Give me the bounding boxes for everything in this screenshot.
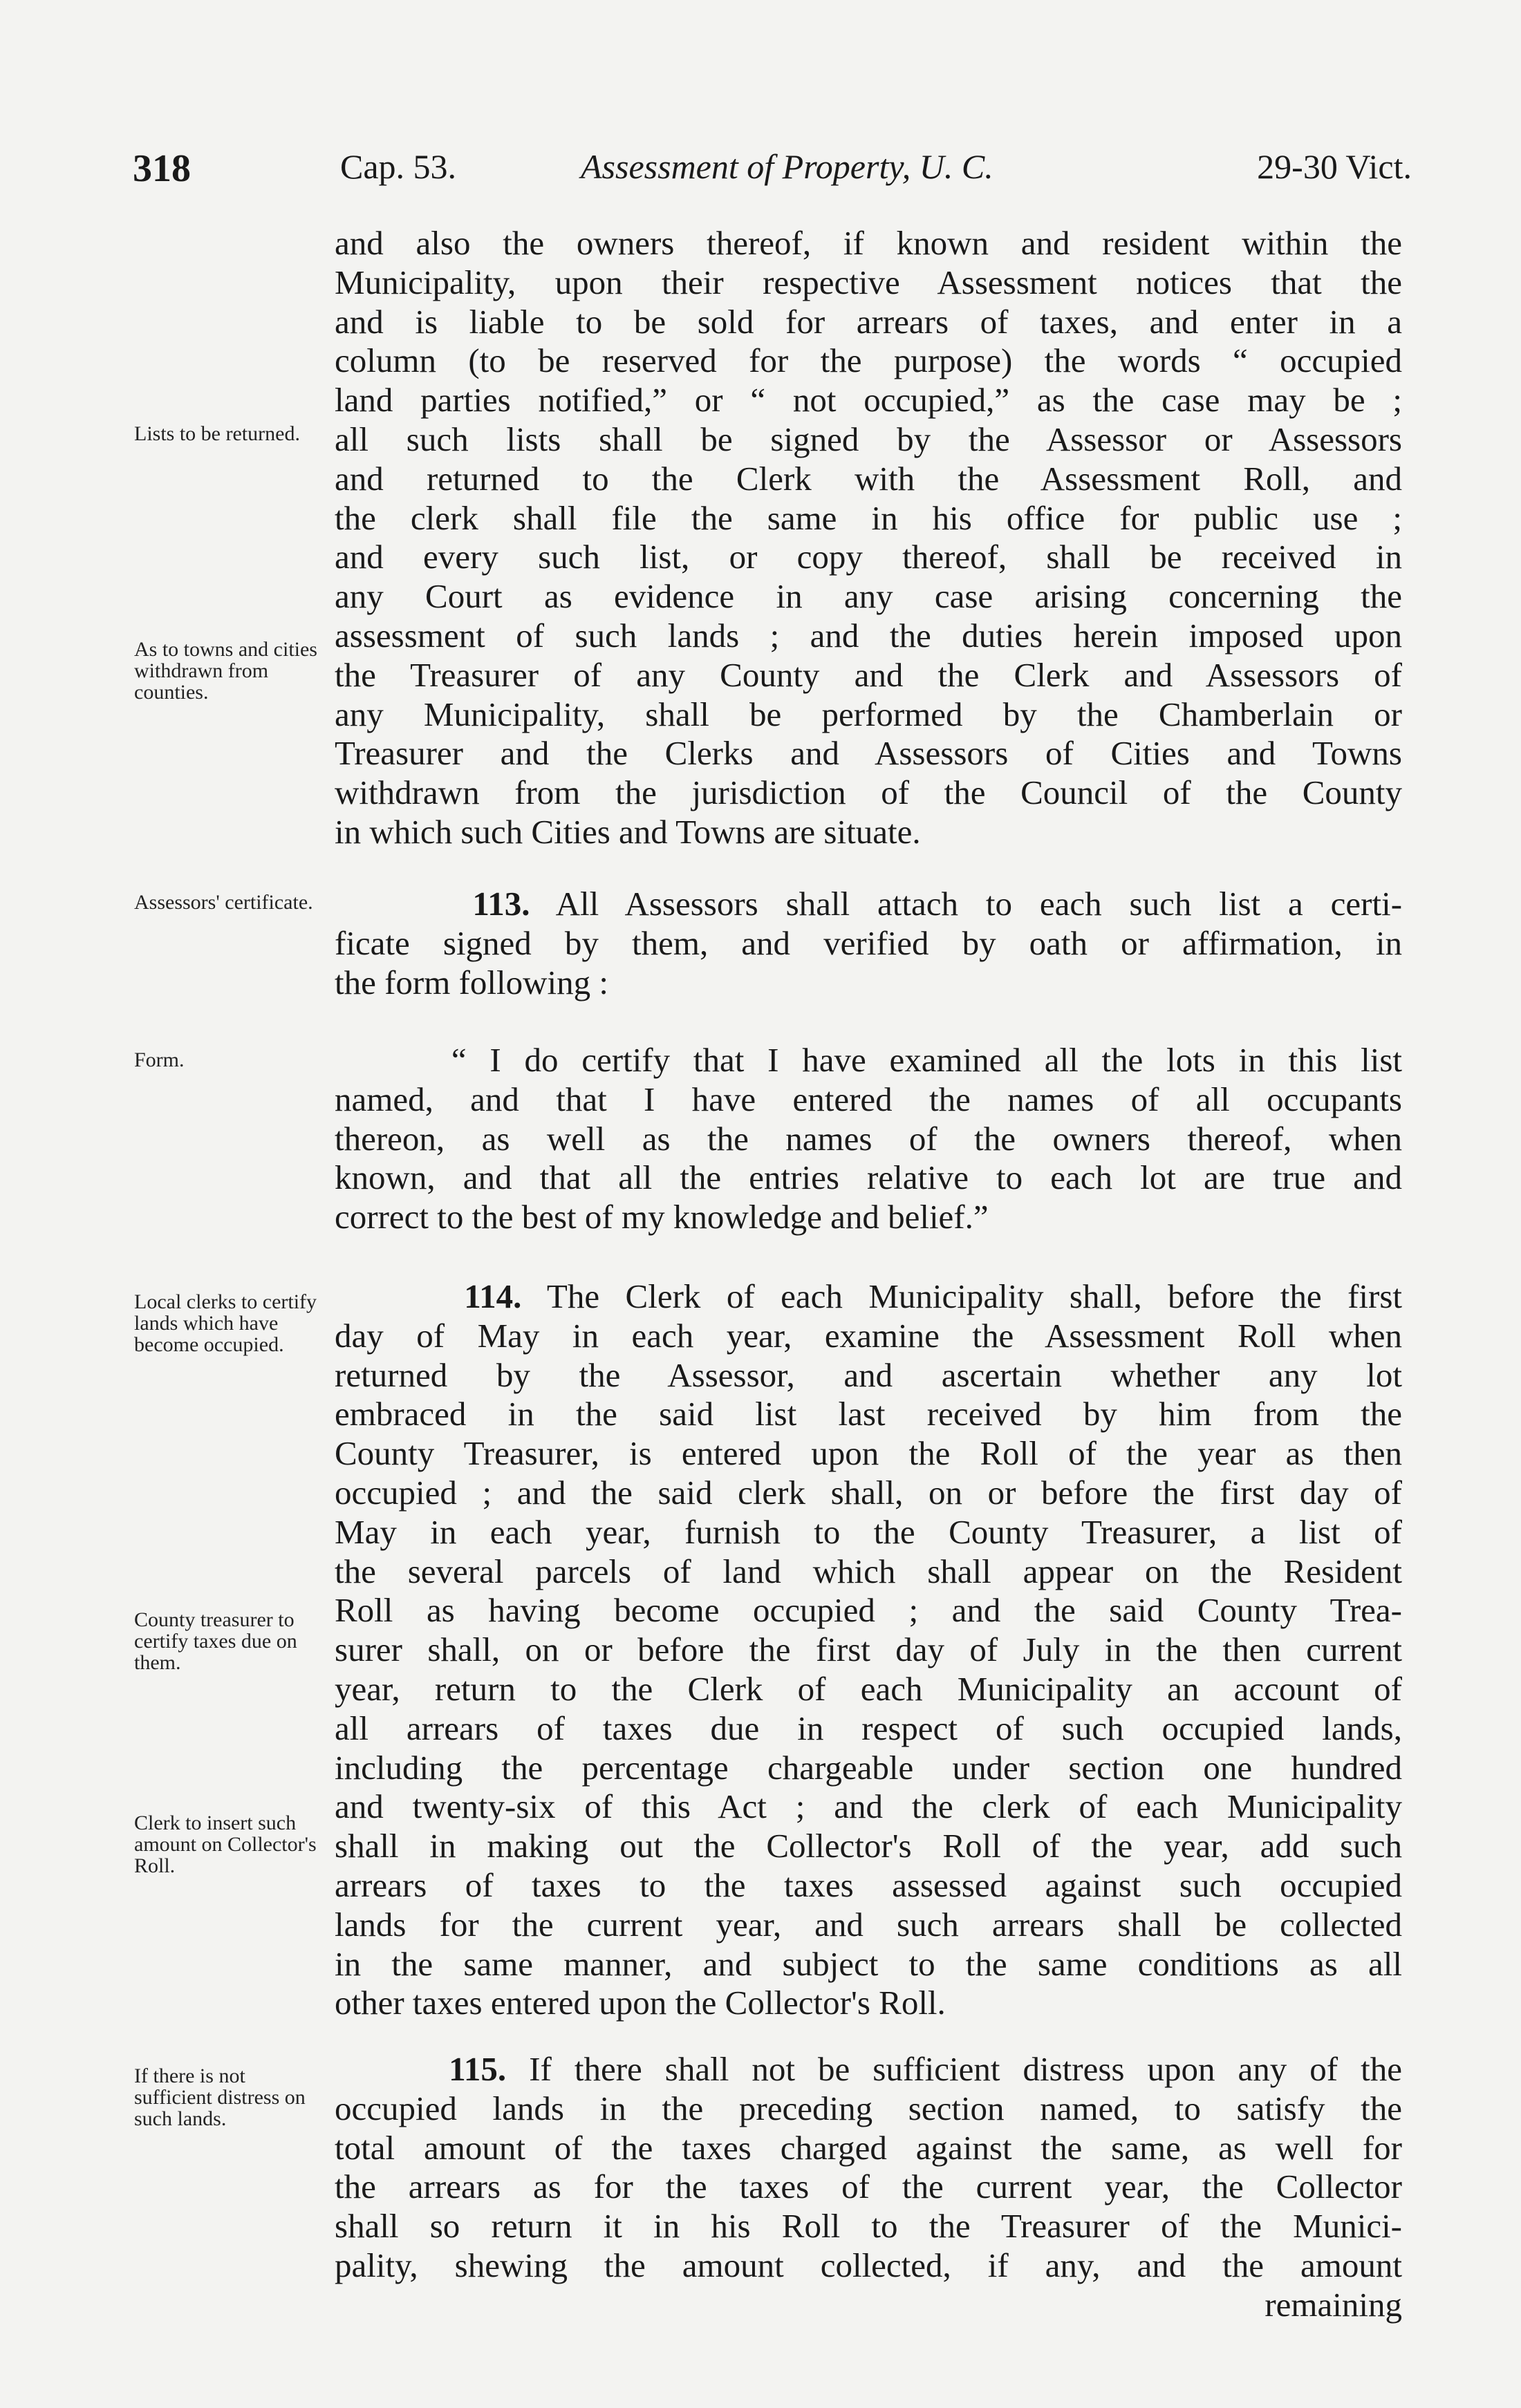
section-number: 115. [449,2050,507,2088]
text-line: and twenty-six of this Act ; and the clerk of each Municipality [335,1787,1402,1826]
text-line: thereon, as well as the names of the owners thereof, when [335,1119,1402,1158]
text-line: and is liable to be sold for arrears of taxes, and enter in a [335,302,1402,341]
text-line: Roll as having become occupied ; and the said County Trea- [335,1591,1402,1630]
regnal-year: 29-30 Vict. [1257,147,1412,186]
paragraph-continued [335,224,1402,852]
text-line: County Treasurer, is entered upon the Roll of the year as then [335,1434,1402,1473]
margin-note-insufficient-distress: If there is not sufficient distress on such lands. [134,2064,306,2130]
margin-note-clerk-insert: Clerk to insert such amount on Collector's Roll. [134,1812,317,1877]
text-line: including the percentage chargeable under section one hundred [335,1748,1402,1787]
text-line: all arrears of taxes due in respect of such occupied lands, [335,1709,1402,1747]
text-line: in the same manner, and subject to the same conditions as all [335,1944,1402,1983]
text-line [335,885,1402,924]
text-fragment: The Clerk of each Municipality shall, before the first [521,1277,1403,1315]
text-line [335,1041,1402,1080]
text-line: and also the owners thereof, if known and resident within the [335,224,1402,262]
running-title: Assessment of Property, U. C. [581,147,993,186]
text-line [335,1277,1402,1317]
margin-note-assessors-certificate: Assessors' certificate. [134,891,313,914]
text-line: assessment of such lands ; and the duties herein imposed upon [335,616,1402,655]
text-fragment: If there shall not be sufficient distress upon any of the [506,2050,1402,2088]
running-header [133,147,1412,195]
text-line: year, return to the Clerk of each Municipality an account of [335,1669,1402,1708]
margin-note-towns-cities: As to towns and cities withdrawn from counties. [134,638,317,704]
certificate-form [335,1041,1402,1237]
text-line: withdrawn from the jurisdiction of the Council of the County [335,773,1402,812]
text-line: all such lists shall be signed by the Assessor or Assessors [335,420,1402,458]
text-line: total amount of the taxes charged against the same, as well for [335,2128,1402,2167]
text-fragment: “ I do certify that I have examined all the lots in this list [451,1041,1403,1079]
text-line: the several parcels of land which shall appear on the Resident [335,1552,1402,1590]
chapter-number: Cap. 53. [340,147,457,186]
text-line: the Treasurer of any County and the Clerk and Assessors of [335,655,1402,694]
margin-note-form: Form. [134,1048,185,1071]
section-114 [335,1277,1402,2023]
text-line: embraced in the said list last received by him from the [335,1395,1402,1433]
margin-note-county-treasurer: County treasurer to certify taxes due on them. [134,1608,297,1674]
text-line: day of May in each year, examine the Assessment Roll when [335,1316,1402,1355]
margin-note-lists-returned: Lists to be returned. [134,422,300,445]
text-line [335,2050,1402,2089]
text-fragment: All Assessors shall attach to each such list a certi- [530,885,1403,923]
text-line: named, and that I have entered the names of all occupants [335,1080,1402,1118]
section-113 [335,885,1402,1002]
text-line: the clerk shall file the same in his office for public use ; [335,498,1402,537]
text-line: correct to the best of my knowledge and belief.” [335,1198,989,1236]
text-line: land parties notified,” or “ not occupied,” as the case may be ; [335,381,1402,420]
text-line: column (to be reserved for the purpose) the words “ occupied [335,341,1402,380]
section-number: 113. [472,885,530,923]
text-line: occupied ; and the said clerk shall, on or before the first day of [335,1473,1402,1512]
text-line: returned by the Assessor, and ascertain whether any lot [335,1355,1402,1394]
margin-note-local-clerks: Local clerks to certify lands which have become occupied. [134,1290,317,1356]
text-line: pality, shewing the amount collected, if any, and the amount [335,2246,1402,2284]
text-line: ficate signed by them, and verified by oath or affirmation, in [335,923,1402,962]
text-line: lands for the current year, and such arrears shall be collected [335,1905,1402,1944]
text-line: the form following : [335,963,609,1001]
text-line: any Municipality, shall be performed by the Chamberlain or [335,695,1402,733]
text-line: surer shall, on or before the first day of July in the then current [335,1630,1402,1669]
text-line: arrears of taxes to the taxes assessed against such occupied [335,1865,1402,1904]
catchword: remaining [1265,2285,1402,2324]
text-line: known, and that all the entries relative to each lot are true and [335,1158,1402,1197]
section-115 [335,2050,1402,2325]
text-line: the arrears as for the taxes of the current year, the Collector [335,2167,1402,2206]
page-number: 318 [133,147,191,190]
text-line: and every such list, or copy thereof, shall be received in [335,538,1402,576]
text-line: shall in making out the Collector's Roll of the year, add such [335,1827,1402,1865]
text-line: May in each year, furnish to the County Treasurer, a list of [335,1512,1402,1551]
text-line: any Court as evidence in any case arising concerning the [335,577,1402,616]
text-line: and returned to the Clerk with the Assessment Roll, and [335,459,1402,498]
section-number: 114. [464,1277,522,1315]
text-line: other taxes entered upon the Collector's Roll. [335,1984,946,2022]
text-line: Treasurer and the Clerks and Assessors of Cities and Towns [335,734,1402,773]
text-line: shall so return it in his Roll to the Treasurer of the Munici- [335,2207,1402,2246]
text-line: in which such Cities and Towns are situate. [335,812,921,851]
text-line: occupied lands in the preceding section named, to satisfy the [335,2089,1402,2127]
text-line: Municipality, upon their respective Assessment notices that the [335,263,1402,301]
